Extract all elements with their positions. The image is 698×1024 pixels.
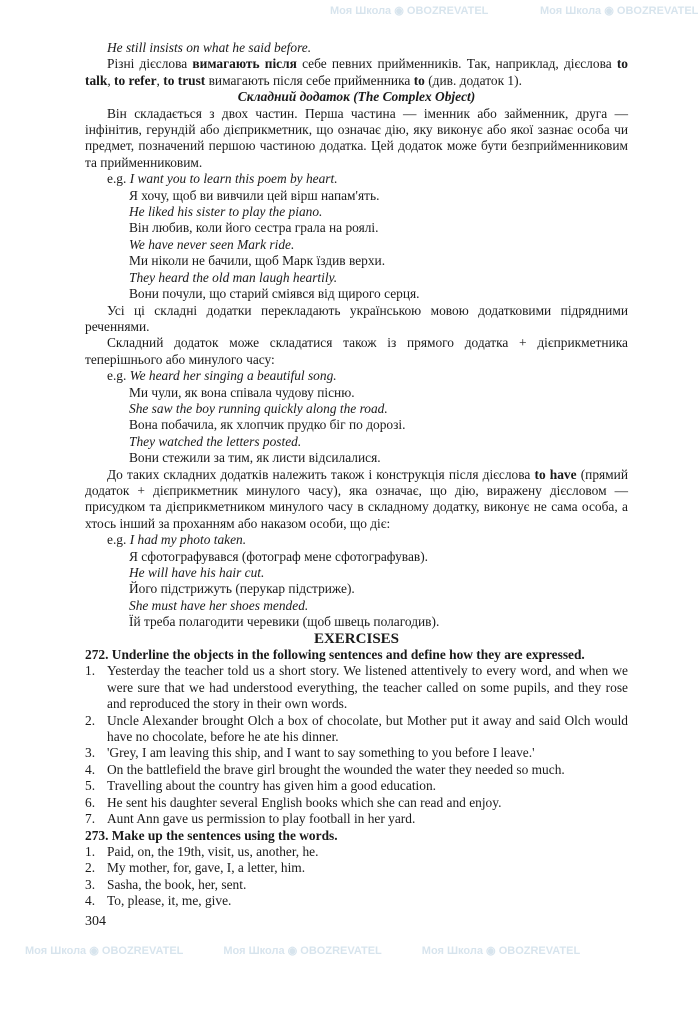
exercise-item — [85, 893, 628, 909]
text-run: We have never seen Mark ride. — [129, 236, 295, 252]
item-text: On the battlefield the brave girl brought the wounded the water they needed so much. — [107, 761, 565, 777]
paragraph — [85, 467, 628, 533]
text-run: Різні дієслова — [107, 56, 193, 72]
item-number: 5. — [85, 778, 96, 794]
text-run: Вони стежили за тим, як листи відсилалися. — [129, 450, 381, 466]
theory-section — [85, 40, 628, 631]
watermark: Моя Школа ◉ OBOZREVATEL — [421, 944, 581, 957]
text-run: Вона побачила, як хлопчик прудко біг по дорозі. — [129, 417, 406, 433]
watermark: Моя Школа ◉ OBOZREVATEL — [223, 944, 382, 957]
item-number: 6. — [85, 794, 96, 810]
paragraph — [85, 40, 628, 56]
text-run: She saw the boy running quickly along the road. — [129, 400, 388, 416]
paragraph — [107, 253, 628, 269]
paragraph — [107, 286, 628, 302]
item-text: Paid, on, the 19th, visit, us, another, he. — [107, 843, 319, 859]
paragraph — [85, 106, 628, 172]
paragraph — [107, 598, 628, 614]
item-number: 3. — [85, 876, 96, 892]
paragraph — [107, 549, 628, 565]
paragraph — [107, 204, 628, 220]
text-run: He still insists on what he said before. — [107, 40, 312, 55]
exercise-item — [85, 844, 628, 860]
paragraph — [107, 385, 628, 401]
exercise-item — [85, 663, 628, 712]
exercise-task: 272. Underline the objects in the following sentences and define how they are expressed. — [85, 647, 585, 663]
text-run: Ми ніколи не бачили, щоб Марк їздив верхи. — [129, 253, 386, 269]
paragraph — [107, 581, 628, 597]
text-run: Їй треба полагодити черевики (щоб швець полагодив). — [129, 614, 440, 630]
text-run: e.g. — [107, 368, 130, 384]
paragraph — [107, 434, 628, 450]
watermark: Моя Школа ◉ OBOZREVATEL — [330, 5, 489, 17]
watermark-strip-top — [0, 4, 698, 34]
watermark-strip-bottom — [25, 944, 665, 958]
text-run: to have — [534, 466, 577, 482]
item-text: Uncle Alexander brought Olch a box of chocolate, but Mother put it away and said Olch would have no chocolate, before he ate his dinner. — [107, 712, 628, 745]
text-run: Він складається з двох частин. Перша частина — іменник або займенник, друга — інфінітив, герундій або дієприкметник, що означає дію, яку виконує або якої зазнає особа чи предмет, позначений першою частиною додатка. Цей додаток може бути безприйменниковим та прийменниковим. — [85, 105, 628, 170]
text-run: to — [413, 72, 425, 88]
paragraph — [85, 532, 628, 548]
exercise-item — [85, 778, 628, 794]
exercise-item — [85, 877, 628, 893]
text-run: e.g. — [107, 171, 130, 187]
watermark: Моя Школа ◉ OBOZREVATEL — [25, 944, 184, 957]
paragraph — [107, 401, 628, 417]
text-run: Ми чули, як вона співала чудову пісню. — [129, 384, 355, 400]
text-run: , — [107, 72, 115, 88]
text-run: I had my photo taken. — [129, 532, 247, 548]
text-run: Його підстрижуть (перукар підстриже). — [129, 581, 355, 597]
exercises-heading: EXERCISES — [313, 630, 400, 647]
paragraph — [107, 270, 628, 286]
paragraph — [107, 450, 628, 466]
paragraph — [107, 417, 628, 433]
item-number: 4. — [85, 761, 96, 777]
text-run: e.g. — [107, 532, 130, 548]
text-run: We heard her singing a beautiful song. — [129, 368, 337, 384]
text-run: (прямий додаток + дієприкметник минулого часу), яка означає, що дію, виражену дієсловом — присудком та дієприкметником минулого часу в складному додатку, виконує не сама особа, а хтось інший за проханням або наказом особи, що діє: — [85, 466, 628, 531]
item-number: 2. — [85, 712, 96, 728]
item-number: 4. — [85, 893, 96, 909]
text-run: Я сфотографувався (фотограф мене сфотографував). — [129, 548, 429, 564]
item-text: To, please, it, me, give. — [107, 893, 232, 909]
text-run: Вони почули, що старий сміявся від щирого серця. — [129, 286, 420, 302]
text-run: Усі ці складні додатки перекладають українською мовою додатковими підрядними реченнями. — [85, 302, 628, 334]
item-text: Yesterday the teacher told us a short story. We listened attentively to every word, and when we were sure that we had understood everything, the teacher called on some pupils, and they rose and reproduced the story in their own words. — [107, 663, 628, 712]
text-run: (див. додаток 1). — [424, 72, 522, 88]
exercise-item — [85, 745, 628, 761]
item-text: My mother, for, gave, I, a letter, him. — [107, 860, 306, 876]
text-run: to trust — [163, 72, 206, 88]
text-run: Він любив, коли його сестра грала на роялі. — [129, 220, 379, 236]
paragraph — [85, 56, 628, 89]
text-run: I want you to learn this poem by heart. — [129, 171, 338, 187]
exercise-item — [85, 762, 628, 778]
paragraph — [85, 368, 628, 384]
item-text: He sent his daughter several English books which she can read and enjoy. — [107, 794, 502, 810]
exercise-item — [85, 860, 628, 876]
item-number: 1. — [85, 663, 96, 679]
text-run: She must have her shoes mended. — [129, 597, 309, 613]
exercise-item — [85, 713, 628, 746]
page-number: 304 — [85, 913, 106, 929]
item-text: Sasha, the book, her, sent. — [107, 876, 247, 892]
paragraph — [107, 220, 628, 236]
watermark: Моя Школа ◉ OBOZREVATEL — [540, 5, 698, 17]
paragraph — [85, 171, 628, 187]
item-text: Aunt Ann gave us permission to play football in her yard. — [107, 811, 416, 827]
paragraph — [107, 237, 628, 253]
text-run: to refer — [114, 72, 157, 88]
exercise-item — [85, 811, 628, 827]
text-run: Складний додаток (The Complex Object) — [237, 89, 476, 105]
exercise-item — [85, 795, 628, 811]
text-run: Я хочу, щоб ви вивчили цей вірш напам'ять. — [129, 187, 380, 203]
paragraph — [85, 335, 628, 368]
paragraph — [107, 614, 628, 630]
text-run: себе певних прийменників. Так, наприклад, дієслова — [296, 56, 617, 72]
text-run: to talk — [85, 56, 628, 88]
paragraph — [85, 89, 628, 105]
paragraph — [107, 188, 628, 204]
text-run: вимагають після себе прийменника — [205, 72, 414, 88]
text-run: They watched the letters posted. — [129, 433, 302, 449]
item-number: 1. — [85, 843, 96, 859]
item-text: Travelling about the country has given him a good education. — [107, 778, 436, 794]
exercises-section — [85, 647, 628, 910]
item-number: 2. — [85, 860, 96, 876]
text-run: , — [156, 72, 164, 88]
text-run: He liked his sister to play the piano. — [129, 204, 323, 220]
exercise-task: 273. Make up the sentences using the words. — [85, 827, 338, 843]
text-run: They heard the old man laugh heartily. — [129, 269, 338, 285]
text-run: Складний додаток може складатися також із прямого додатка + дієприкметника теперішнього або минулого часу: — [85, 335, 628, 367]
paragraph — [107, 565, 628, 581]
item-number: 3. — [85, 745, 96, 761]
item-text: 'Grey, I am leaving this ship, and I want to say something to you before I leave.' — [107, 745, 535, 761]
text-run: вимагають після — [192, 56, 297, 72]
paragraph — [85, 303, 628, 336]
textbook-page — [25, 40, 628, 958]
text-run: До таких складних додатків належить також і конструкція після дієслова — [107, 466, 535, 482]
text-run: He will have his hair cut. — [129, 565, 265, 580]
item-number: 7. — [85, 811, 96, 827]
